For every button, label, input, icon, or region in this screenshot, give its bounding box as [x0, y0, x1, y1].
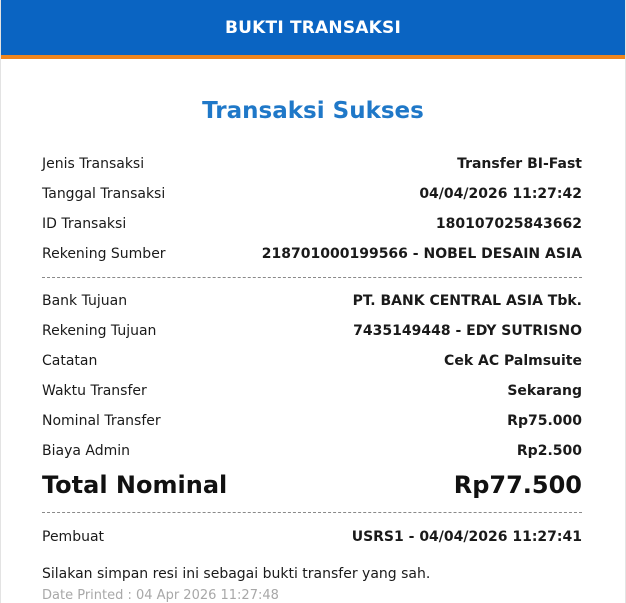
- total-label: Total Nominal: [42, 471, 228, 499]
- detail-row-source-account: [42, 239, 582, 269]
- total-value: Rp77.500: [453, 471, 582, 499]
- detail-row-admin-fee: [42, 436, 582, 466]
- detail-row-note: [42, 346, 582, 376]
- detail-label: Rekening Sumber: [42, 246, 166, 262]
- detail-value: 7435149448 - EDY SUTRISNO: [353, 323, 582, 339]
- detail-value: Sekarang: [507, 383, 582, 399]
- detail-row-transfer-time: [42, 376, 582, 406]
- detail-label: Jenis Transaksi: [42, 156, 145, 172]
- total-row: [42, 467, 582, 503]
- detail-value: PT. BANK CENTRAL ASIA Tbk.: [352, 293, 582, 309]
- detail-label: Nominal Transfer: [42, 413, 161, 429]
- section-divider: [42, 277, 582, 278]
- receipt-header: [1, 0, 625, 59]
- detail-row-destination-account: [42, 316, 582, 346]
- detail-value: 04/04/2026 11:27:42: [419, 186, 582, 202]
- detail-row-transaction-date: [42, 179, 582, 209]
- detail-value: 180107025843662: [435, 216, 582, 232]
- transfer-details: [42, 286, 582, 466]
- transaction-details: [42, 149, 582, 269]
- detail-label: Biaya Admin: [42, 443, 131, 459]
- detail-row-creator: [42, 522, 582, 552]
- detail-label: Rekening Tujuan: [42, 323, 157, 339]
- detail-label: Pembuat: [42, 529, 105, 545]
- section-divider: [42, 512, 582, 513]
- receipt-note: Silakan simpan resi ini sebagai bukti transfer yang sah.: [42, 566, 431, 582]
- detail-row-transaction-type: [42, 149, 582, 179]
- detail-value: USRS1 - 04/04/2026 11:27:41: [351, 529, 582, 545]
- detail-label: ID Transaksi: [42, 216, 127, 232]
- detail-row-transfer-amount: [42, 406, 582, 436]
- detail-value: Rp75.000: [507, 413, 582, 429]
- detail-value: Rp2.500: [516, 443, 582, 459]
- detail-label: Catatan: [42, 353, 98, 369]
- status-title: Transaksi Sukses: [202, 98, 424, 124]
- detail-value: Cek AC Palmsuite: [444, 353, 582, 369]
- detail-value: 218701000199566 - NOBEL DESAIN ASIA: [261, 246, 582, 262]
- detail-row-destination-bank: [42, 286, 582, 316]
- date-printed: Date Printed : 04 Apr 2026 11:27:48: [42, 588, 279, 603]
- detail-value: Transfer BI-Fast: [457, 156, 582, 172]
- detail-row-transaction-id: [42, 209, 582, 239]
- detail-label: Waktu Transfer: [42, 383, 147, 399]
- creator-details: [42, 522, 582, 552]
- detail-label: Tanggal Transaksi: [42, 186, 166, 202]
- header-title: BUKTI TRANSAKSI: [225, 17, 401, 38]
- detail-label: Bank Tujuan: [42, 293, 128, 309]
